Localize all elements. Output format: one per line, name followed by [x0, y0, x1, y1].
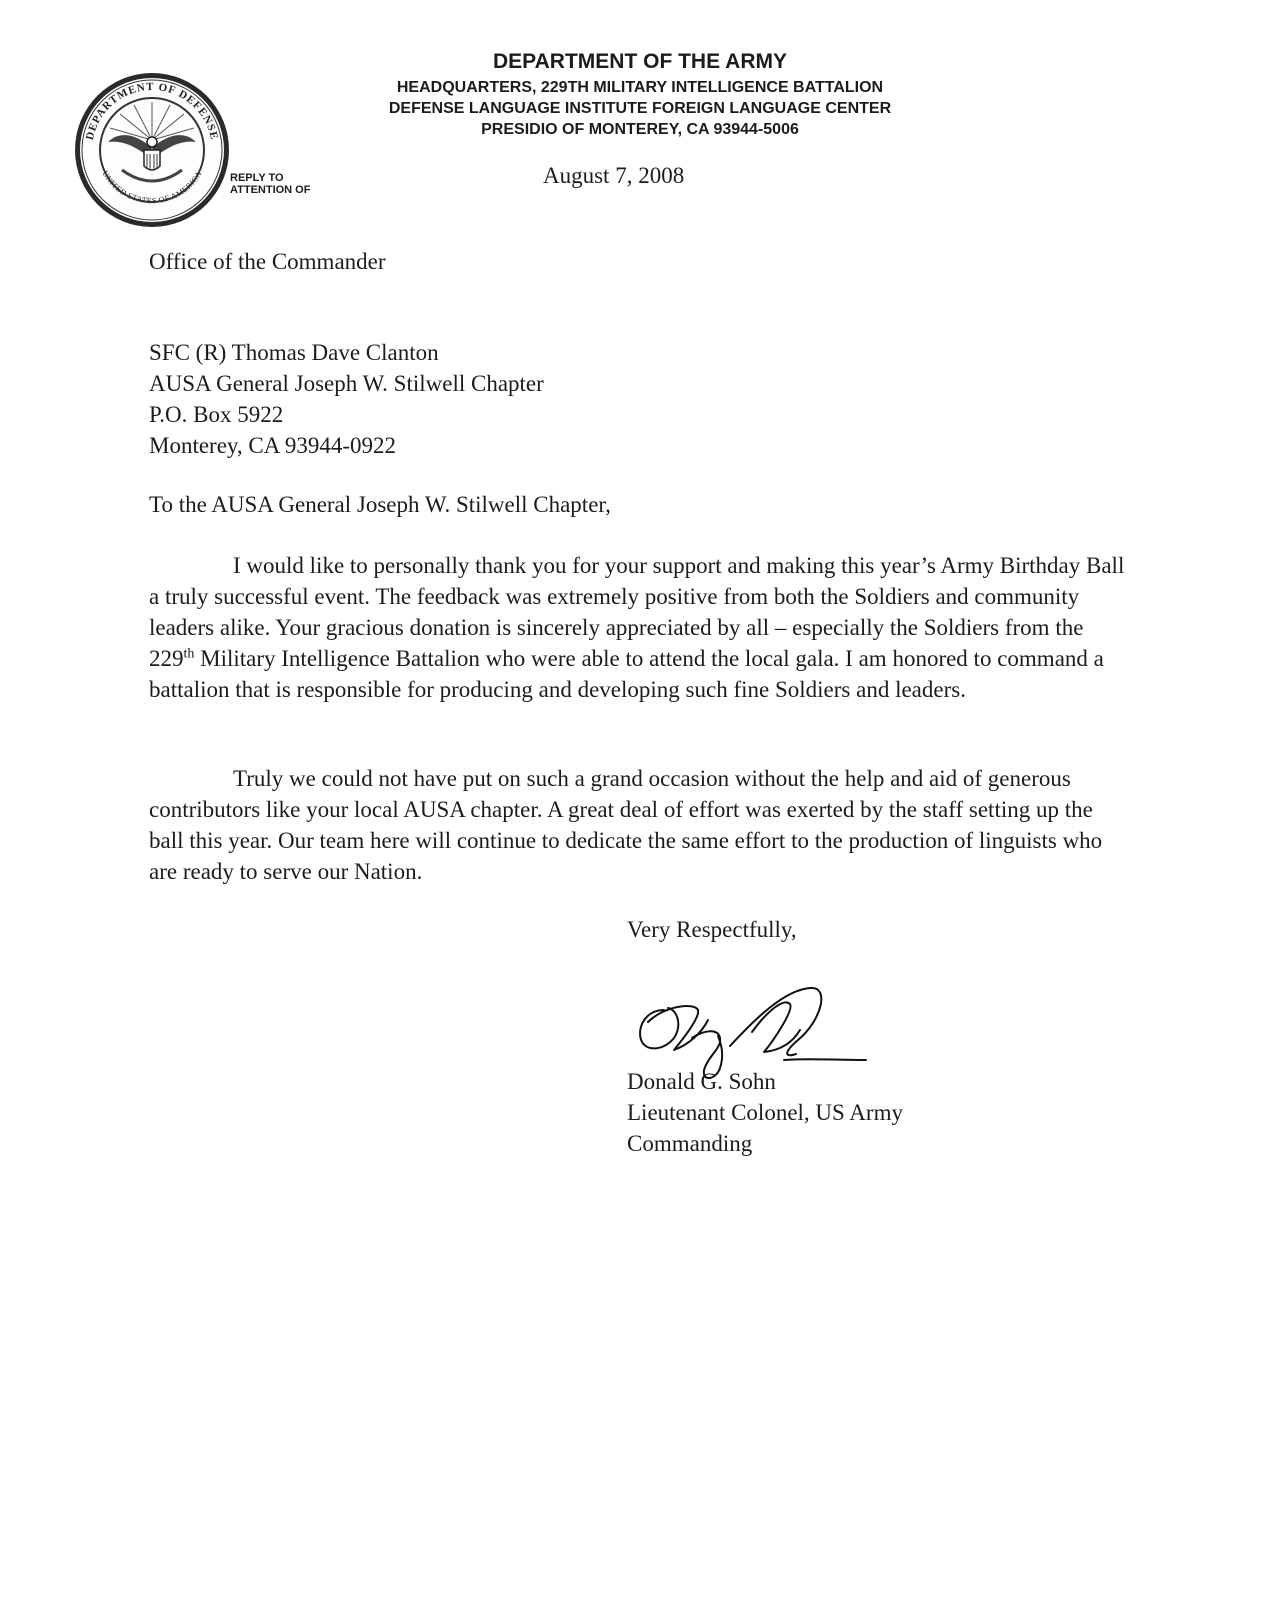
paragraph-1-text-a: I would like to personally thank you for your support and making this year’s Army Birthday Ball a truly successful event. The feedback was extremely positive from both the Soldiers and community leaders alike. Your gracious donation is sincerely appreciated by all – especially the Soldiers from the 229	[149, 553, 1125, 671]
signer-name: Donald G. Sohn	[627, 1069, 776, 1094]
reply-to-line2: ATTENTION OF	[230, 184, 311, 196]
letterhead-institute: DEFENSE LANGUAGE INSTITUTE FOREIGN LANGUAGE CENTER	[388, 100, 892, 117]
salutation: To the AUSA General Joseph W. Stilwell Chapter,	[149, 492, 611, 517]
signer-role: Commanding	[627, 1131, 753, 1156]
svg-text:DEPARTMENT OF DEFENSE: DEPARTMENT OF DEFENSE	[83, 80, 221, 142]
letter-date: August 7, 2008	[543, 163, 685, 188]
letterhead-title: DEPARTMENT OF THE ARMY	[493, 50, 787, 73]
recipient-organization: AUSA General Joseph W. Stilwell Chapter	[149, 371, 544, 396]
letterhead-address: PRESIDIO OF MONTEREY, CA 93944-5006	[481, 121, 799, 138]
recipient-po-box: P.O. Box 5922	[149, 402, 284, 427]
recipient-city: Monterey, CA 93944-0922	[149, 433, 397, 458]
paragraph-1-text-b: Military Intelligence Battalion who were able to attend the local gala. I am honored to command a battalion that is responsible for producing and developing such fine Soldiers and leaders.	[149, 646, 1104, 702]
letterhead-unit: HEADQUARTERS, 229TH MILITARY INTELLIGENCE BATTALION	[396, 79, 884, 96]
office-line: Office of the Commander	[149, 249, 386, 274]
closing: Very Respectfully,	[627, 917, 797, 942]
reply-to-label	[230, 172, 310, 196]
paragraph-2: Truly we could not have put on such a grand occasion without the help and aid of generous contributors like your local AUSA chapter. A great deal of effort was exerted by the staff setting up the ball this year. Our team here will continue to dedicate the same effort to the production of linguists who are ready to serve our Nation.	[149, 766, 1103, 884]
paragraph-1	[149, 550, 1129, 705]
signer-block	[627, 1066, 903, 1159]
recipient-block	[149, 337, 544, 461]
svg-text:UNITED STATES OF AMERICA: UNITED STATES OF AMERICA	[100, 169, 204, 206]
signer-title: Lieutenant Colonel, US Army	[627, 1100, 903, 1125]
paragraph-1-superscript: th	[183, 646, 195, 662]
reply-to-line1: REPLY TO	[230, 172, 284, 184]
recipient-name: SFC (R) Thomas Dave Clanton	[149, 340, 439, 365]
department-of-defense-seal-icon	[72, 70, 232, 230]
